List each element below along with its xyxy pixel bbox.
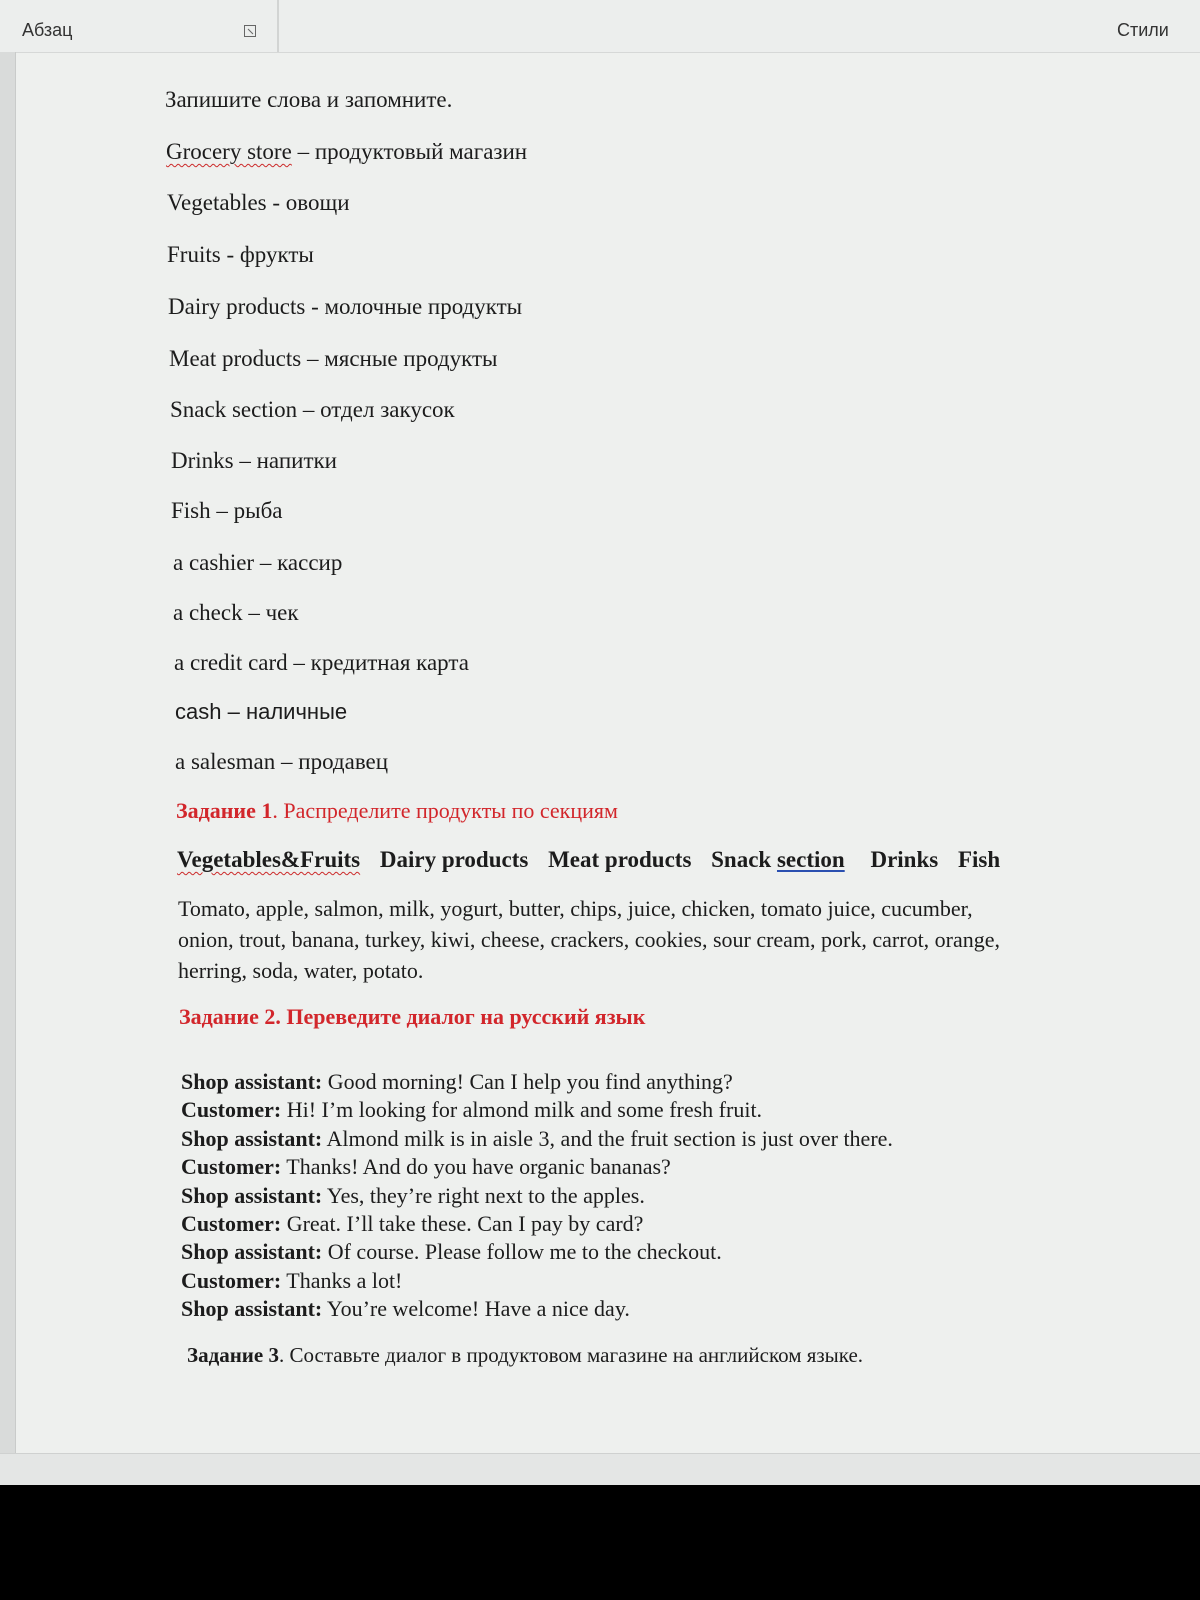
dialog-speaker: Shop assistant: [181,1069,323,1094]
vocab-item [175,699,347,725]
dialog-line [181,1210,893,1238]
document-page[interactable] [16,53,1200,1453]
vocab-en: a salesman [175,749,276,774]
dialog-text: Of course. Please follow me to the checkout. [322,1239,722,1265]
vocab-en: Snack section [170,397,298,422]
dialog-launcher-icon[interactable] [244,25,256,37]
vocab-ru: - молочные продукты [305,294,523,319]
vocab-item [168,294,522,320]
products-line: herring, soda, water, potato. [178,958,424,983]
vocab-ru: – напитки [233,448,337,473]
dialog-text: Good morning! Can I help you find anything? [322,1069,733,1094]
vocab-item [171,498,283,524]
vocab-item [170,397,455,423]
section-drinks: Drinks [870,847,939,872]
paragraph-group-label: Абзац [22,20,73,40]
vocab-item [167,242,314,268]
vocab-en: a check [173,600,243,625]
vocab-ru: - фрукты [220,242,314,267]
dialog-speaker: Shop assistant: [181,1125,323,1151]
task2-heading [179,1004,645,1030]
task1-label: Задание 1 [176,798,273,823]
window-bottom-edge [0,1453,1200,1485]
dialog-block [181,1068,893,1324]
dialog-text: Yes, they’re right next to the apples. [322,1182,645,1208]
section-meat: Meat products [548,847,692,872]
section-fish: Fish [957,847,1001,872]
vocab-ru: – кассир [254,550,343,575]
page-margin-left [0,52,16,1482]
intro-line [165,87,452,113]
section-vegetables-fruits: Vegetables&Fruits [177,847,361,872]
vocab-en: cash [175,699,222,724]
vocab-en: Drinks [171,448,234,473]
vocab-item [166,139,527,165]
vocab-item [167,190,350,216]
vocab-en: Meat products [169,346,302,371]
vocab-item [169,346,498,372]
task3-line [187,1343,863,1368]
dialog-line [181,1068,893,1096]
dialog-speaker: Shop assistant: [181,1182,323,1208]
dialog-line [181,1096,893,1124]
dialog-speaker: Customer: [181,1154,282,1180]
vocab-en: Fruits [167,242,221,267]
section-snack-section: section [776,847,845,872]
dialog-speaker: Customer: [181,1267,282,1293]
dialog-speaker: Shop assistant: [181,1239,323,1265]
task3-text: . Составьте диалог в продуктовом магазине на английском языке. [278,1343,864,1367]
vocab-item [175,749,388,775]
task3-label: Задание 3 [187,1343,279,1367]
vocab-ru: - овощи [266,190,350,215]
vocab-en: Dairy products [168,294,306,319]
vocab-ru: – наличные [221,699,348,724]
dialog-text: You’re welcome! Have a nice day. [322,1296,630,1322]
products-paragraph [178,893,1188,986]
vocab-item [173,600,299,626]
vocab-ru: – продуктовый магазин [291,139,528,164]
dialog-text: Thanks! And do you have organic bananas? [281,1154,671,1180]
section-dairy: Dairy products [379,847,529,872]
dialog-text: Hi! I’m looking for almond milk and some fresh fruit. [281,1097,763,1123]
dialog-text: Great. I’ll take these. Can I pay by card? [281,1211,644,1237]
dialog-text: Almond milk is in aisle 3, and the fruit section is just over there. [322,1125,893,1151]
ribbon [0,0,1200,53]
vocab-en: a credit card [174,650,288,675]
vocab-ru: – рыба [210,498,283,523]
products-line: onion, trout, banana, turkey, kiwi, cheese, crackers, cookies, sour cream, pork, carrot, orange, [178,927,1001,952]
vocab-ru: – отдел закусок [297,397,455,422]
vocab-item [173,550,342,576]
dialog-line [181,1267,893,1295]
dialog-text: Thanks a lot! [281,1267,403,1293]
vocab-en: Vegetables [167,190,267,215]
task1-heading [176,798,618,824]
dialog-line [181,1295,893,1323]
intro-text: Запишите слова и запомните. [165,87,453,112]
section-headers [177,847,1000,873]
vocab-ru: – мясные продукты [301,346,498,371]
styles-group-label: Стили [1117,20,1169,40]
dialog-speaker: Customer: [181,1211,282,1237]
dialog-speaker: Shop assistant: [181,1296,323,1322]
vocab-ru: – продавец [275,749,389,774]
vocab-en: Grocery store [166,139,292,164]
dialog-line [181,1125,893,1153]
vocab-ru: – чек [242,600,299,625]
vocab-item [174,650,469,676]
dialog-line [181,1182,893,1210]
dialog-line [181,1238,893,1266]
products-line: Tomato, apple, salmon, milk, yogurt, butter, chips, juice, chicken, tomato juice, cucumber, [178,896,973,921]
vocab-en: Fish [171,498,211,523]
vocab-en: a cashier [173,550,255,575]
dialog-speaker: Customer: [181,1097,282,1123]
task1-text: . Распределите продукты по секциям [272,798,618,823]
vocab-ru: – кредитная карта [287,650,469,675]
section-snack: Snack [711,847,772,872]
task2-text: Задание 2. Переведите диалог на русский язык [179,1004,646,1029]
vocab-item [171,448,337,474]
ribbon-divider [277,0,279,52]
dialog-line [181,1153,893,1181]
